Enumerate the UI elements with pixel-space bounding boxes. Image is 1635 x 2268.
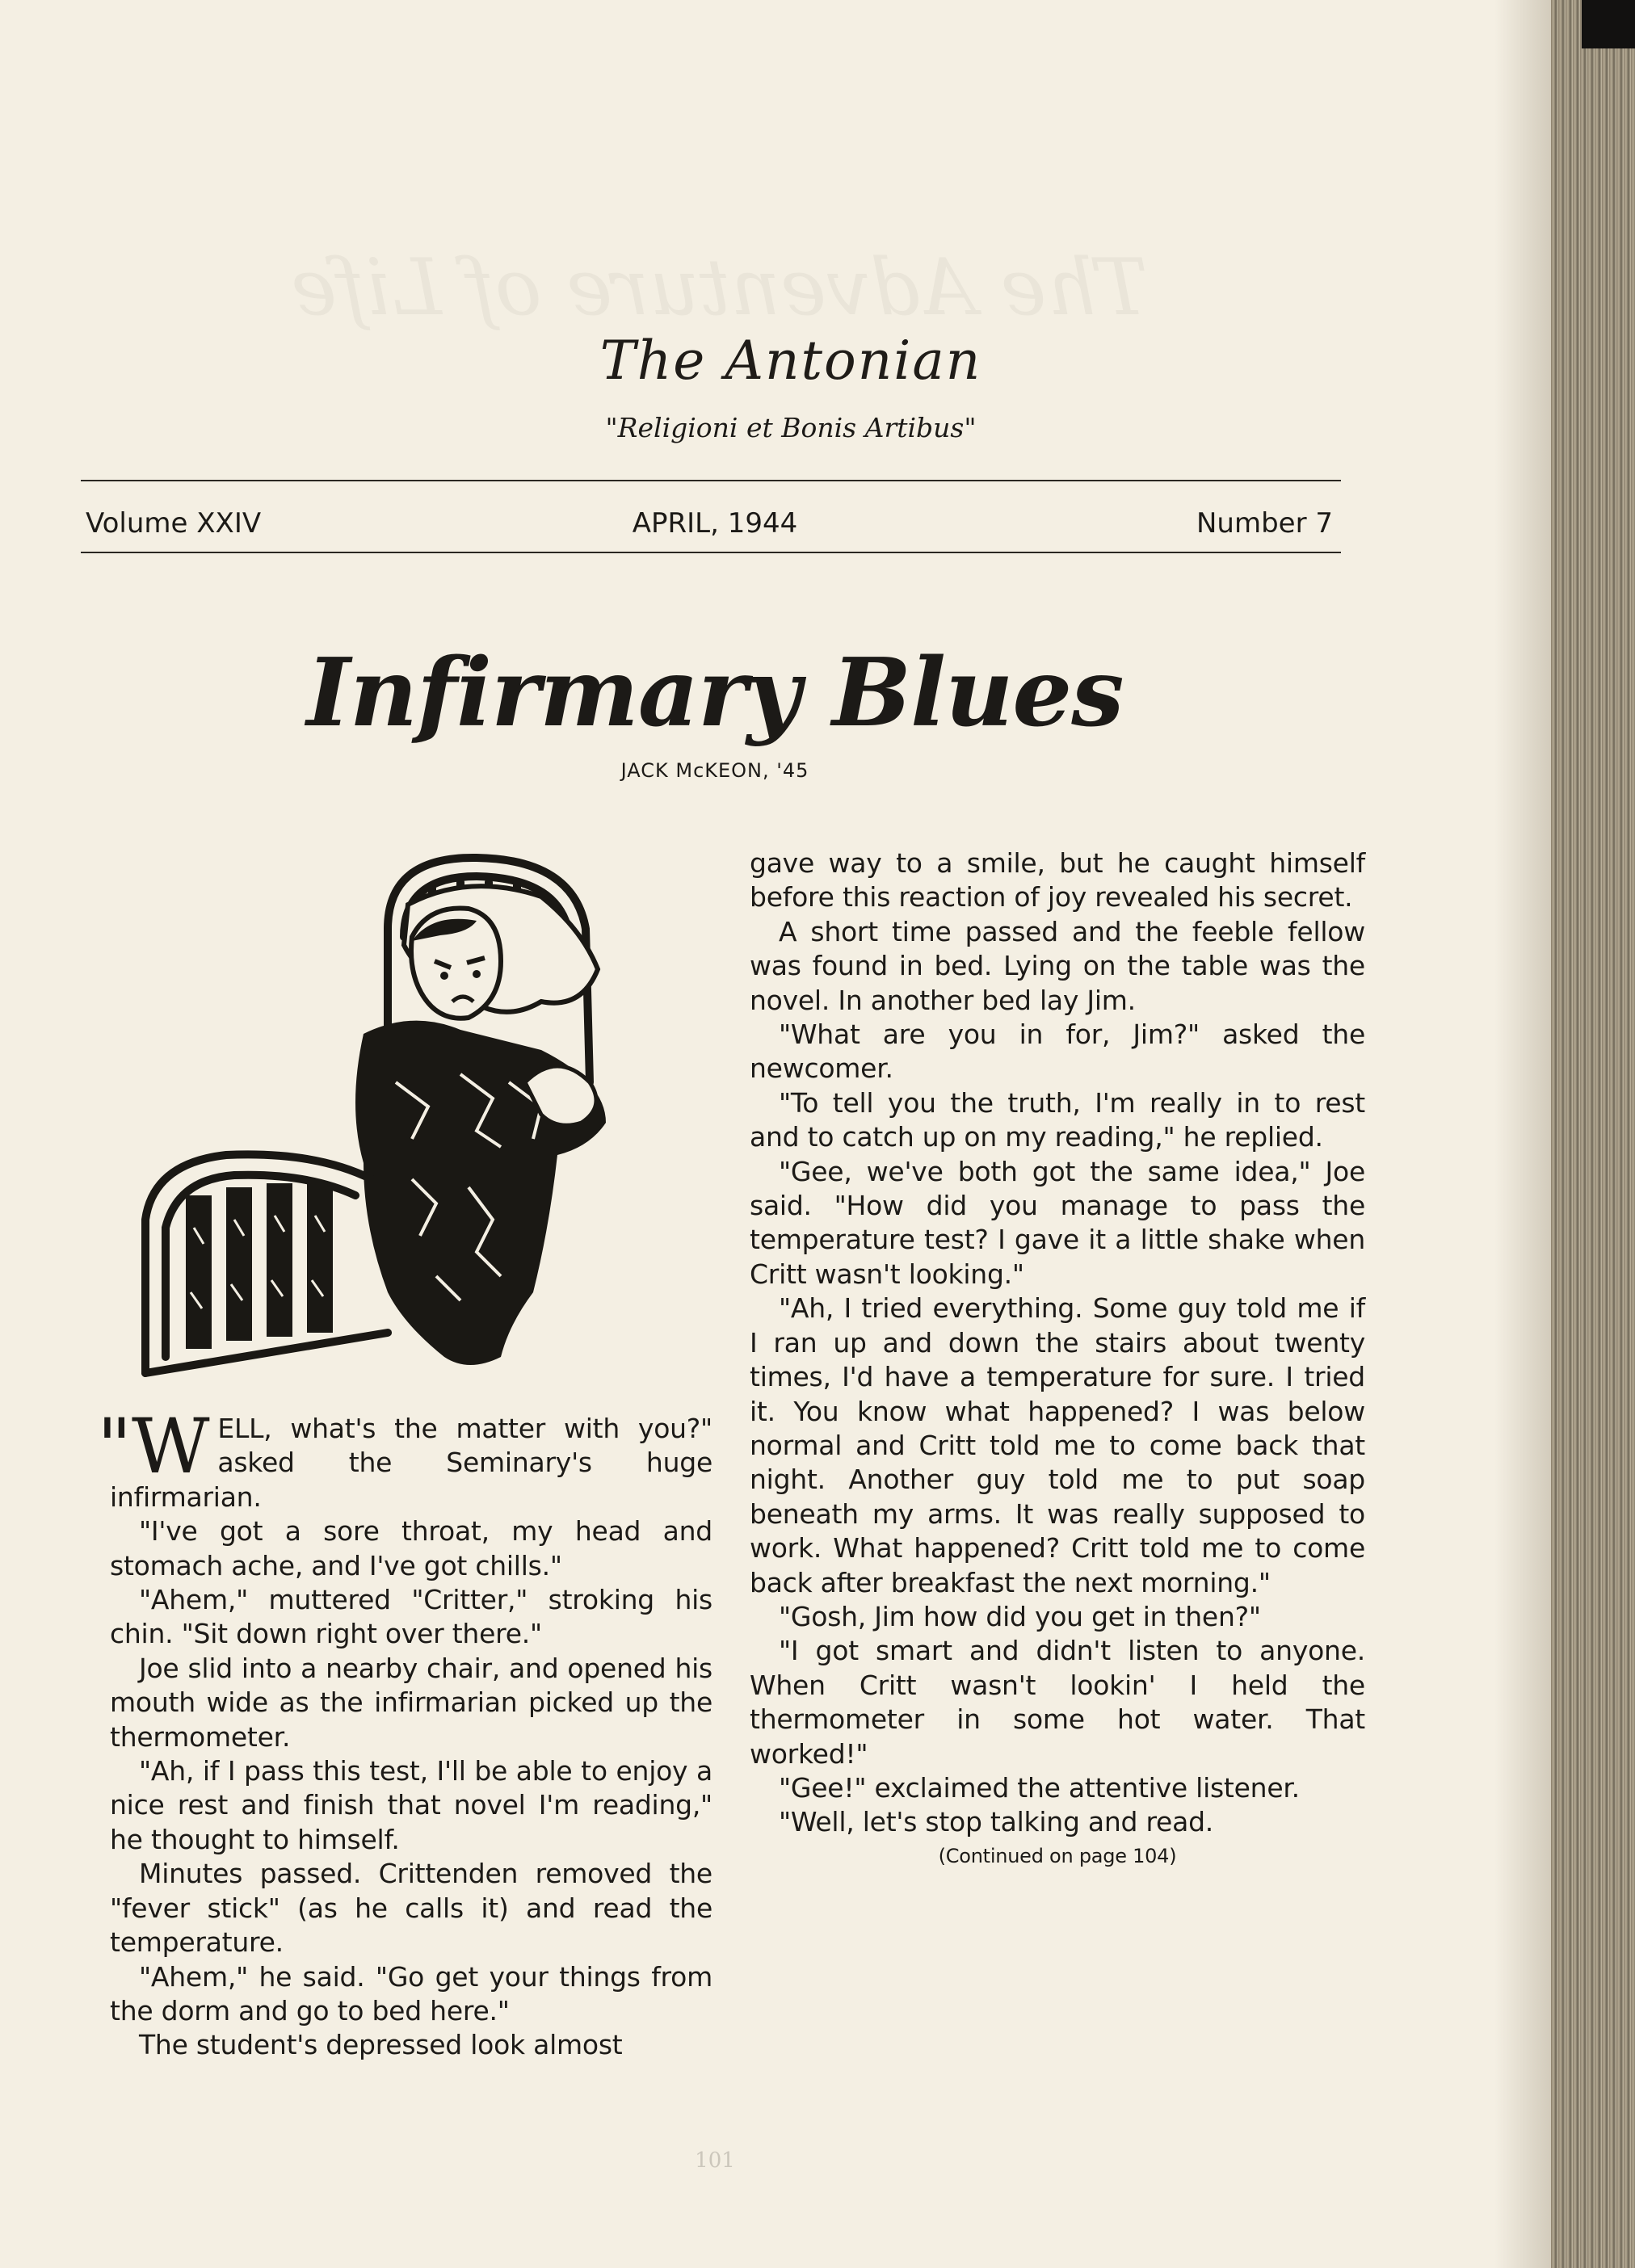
- book-corner-shadow: [1582, 0, 1635, 48]
- issue-number: Number 7: [1196, 507, 1333, 540]
- page-number: 101: [695, 2148, 735, 2173]
- article-column-left: [97, 1403, 712, 2063]
- article-column-right: [750, 846, 1365, 1869]
- sick-boy-in-bed-illustration: [121, 840, 687, 1397]
- paragraph: "Gee!" exclaimed the attentive listener.: [779, 1771, 1300, 1804]
- paragraph: Joe slid into a nearby chair, and opened his mouth wide as the infirmarian picked up the thermometer.: [110, 1652, 712, 1753]
- paragraph: "What are you in for, Jim?" asked the newcomer.: [750, 1018, 1365, 1085]
- masthead-title: The Antonian: [599, 330, 982, 392]
- book-page-edges: [1551, 0, 1635, 2268]
- issue-volume: Volume XXIV: [86, 507, 262, 540]
- paragraph: "Ah, I tried everything. Some guy told me if I ran up and down the stairs about twenty times, I'd have a temperature for sure. I tried it. You know what happened? I was below normal and Critt told me to come back that night. Another guy told me to put soap beneath my arms. It was really supposed to work. What happened? Critt told me to come back after breakfast the next morning.": [750, 1292, 1365, 1598]
- gutter-shadow: [1494, 0, 1551, 2268]
- paragraph: "Ah, if I pass this test, I'll be able to enjoy a nice rest and finish that novel I'm reading," he thought to himself.: [110, 1755, 712, 1855]
- paragraph: "To tell you the truth, I'm really in to rest and to catch up on my reading," he replied.: [750, 1086, 1365, 1153]
- paragraph: "Ahem," muttered "Critter," stroking his chin. "Sit down right over there.": [110, 1584, 712, 1650]
- paragraph-text: ELL, what's the matter with you?" asked the Seminary's huge infirmarian.: [110, 1413, 712, 1513]
- drop-cap: "W: [97, 1403, 210, 1491]
- paragraph: The student's depressed look almost: [139, 2029, 623, 2061]
- paragraph: "Well, let's stop talking and read.: [779, 1806, 1214, 1838]
- boy-head: [411, 908, 501, 1018]
- header-rule-top: [81, 480, 1341, 481]
- article-byline: JACK McKEON, '45: [620, 759, 809, 782]
- bleed-through-text: The Adventure of Life: [291, 242, 1149, 333]
- paragraph: A short time passed and the feeble fellow was found in bed. Lying on the table was the novel. In another bed lay Jim.: [750, 915, 1365, 1016]
- masthead-motto: "Religioni et Bonis Artibus": [605, 412, 977, 443]
- paragraph: Minutes passed. Crittenden removed the "fever stick" (as he calls it) and read the temperature.: [110, 1858, 712, 1959]
- issue-date: APRIL, 1944: [632, 507, 798, 540]
- paragraph: "Gee, we've both got the same idea," Joe said. "How did you manage to pass the temperature test? I gave it a little shake when Critt wasn't looking.": [750, 1155, 1365, 1290]
- continued-note: (Continued on page 104): [938, 1844, 1177, 1867]
- header-rule-bottom: [81, 552, 1341, 553]
- paragraph: gave way to a smile, but he caught himself before this reaction of joy revealed his secret.: [750, 847, 1365, 914]
- article-title: Infirmary Blues: [306, 638, 1124, 748]
- footboard-slats: [186, 1183, 333, 1349]
- paragraph: "Gosh, Jim how did you get in then?": [779, 1600, 1261, 1632]
- paragraph: "Ahem," he said. "Go get your things from the dorm and go to bed here.": [110, 1960, 712, 2026]
- paragraph: "I've got a sore throat, my head and stomach ache, and I've got chills.": [110, 1515, 712, 1581]
- paragraph: [97, 1403, 712, 1514]
- paragraph: "I got smart and didn't listen to anyone. When Critt wasn't lookin' I held the thermometer in some hot water. That worked!": [750, 1635, 1365, 1770]
